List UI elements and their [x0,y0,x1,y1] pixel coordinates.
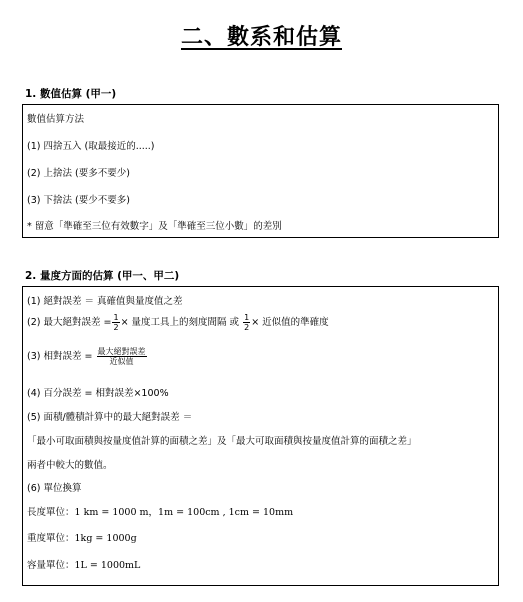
section1-box [22,104,499,238]
s2-weight-units: 重度單位：1kg = 1000g [27,533,137,544]
section1-heading: 1. 數值估算 (甲一) [25,88,117,100]
s2-max-absolute-error: (2) 最大絕對誤差 = $\frac{1}{2}$ × 量度工具上的刻度間隔 或 $\frac{1}{2}$ × 近似值的準確度 [27,313,329,332]
s2-absolute-error: (1) 絕對誤差 ＝ 真確值與量度值之差 [27,296,183,307]
s1-line-3: (2) 上捨法 (要多不要少) [27,168,130,179]
s1-line-1: 數值估算方法 [27,114,85,125]
s2-larger-value: 兩者中較大的數值。 [27,460,113,471]
s2-percentage-error: (4) 百分誤差 = 相對誤差×100% [27,388,169,399]
section2-heading: 2. 量度方面的估算 (甲一、甲二) [25,270,180,282]
section2-box [22,286,499,586]
fraction-half-1: $\frac{1}{2}$ [113,313,119,332]
s2-length-units: 長度單位：1 km = 1000 m，1m = 100cm , 1cm = 10mm [27,507,294,518]
s2-unit-conversion: (6) 單位換算 [27,483,82,494]
s1-line-5: * 留意「準確至三位有效數字」及「準確至三位小數」的差別 [27,221,282,232]
s2-capacity-units: 容量單位：1L = 1000mL [27,560,141,571]
fraction-half-2: $\frac{1}{2}$ [244,313,250,332]
s2-area-volume-error: (5) 面積/體積計算中的最大絕對誤差 ＝ [27,412,193,423]
page-title: 二、數系和估算 [180,24,342,50]
s2-relative-error: (3) 相對誤差 = $\frac{\text{最大絕對誤差}}{\text{近似值}}$ [27,347,146,366]
fraction-relative-error: $\frac{\text{最大絕對誤差}}{\text{近似值}}$ [97,347,146,366]
s1-line-2: (1) 四捨五入 (取最接近的.....) [27,141,155,152]
s1-line-4: (3) 下捨法 (要少不要多) [27,195,130,206]
s2-area-explanation: 「最小可取面積與按量度值計算的面積之差」及「最大可取面積與按量度值計算的面積之差」 [27,436,417,447]
